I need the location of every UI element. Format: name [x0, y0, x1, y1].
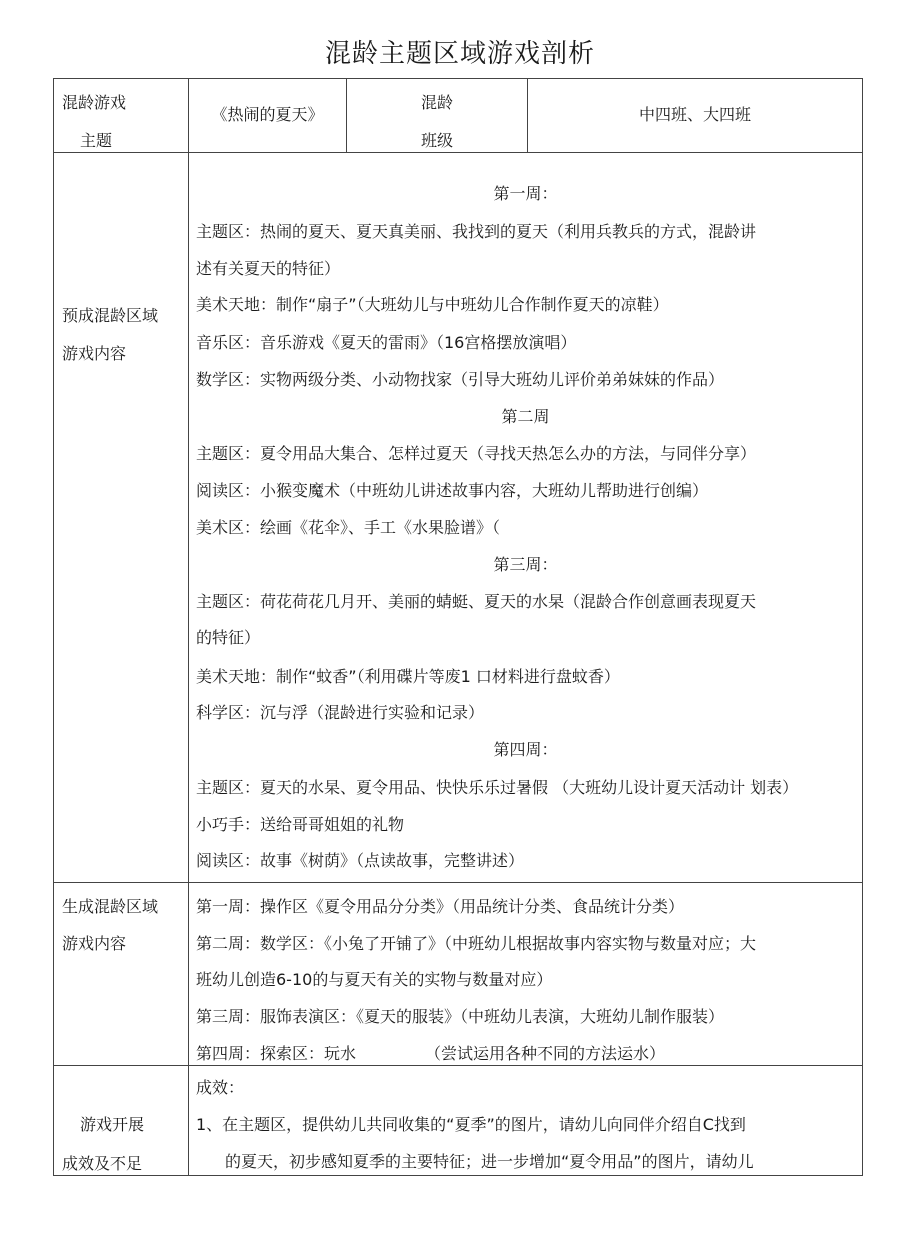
- week-heading: 第四周：: [493, 740, 558, 759]
- class-label: 班级: [420, 131, 453, 150]
- theme-label: 混龄游戏: [62, 93, 127, 112]
- table-border-right: [862, 78, 863, 1176]
- content-line: 班幼儿创造6-10的与夏天有关的实物与数量对应）: [196, 970, 553, 989]
- content-line: 阅读区：故事《树荫》（点读故事，完整讲述）: [196, 851, 525, 870]
- outcome-label: 游戏开展: [80, 1115, 145, 1134]
- content-line: 美术天地：制作“扇子”（大班幼儿与中班幼儿合作制作夏天的凉鞋）: [196, 295, 669, 314]
- theme-label: 主题: [80, 131, 113, 150]
- column-divider: [188, 78, 189, 1176]
- row-divider: [53, 1065, 863, 1066]
- content-line: 美术天地：制作“蚊香”（利用碟片等废1 口材料进行盘蚊香）: [196, 667, 620, 686]
- analysis-table: [53, 78, 863, 1176]
- theme-value: 《热闹的夏天》: [211, 105, 324, 124]
- content-line: 1、在主题区，提供幼儿共同收集的“夏季”的图片，请幼儿向同伴介绍自C找到: [196, 1115, 746, 1134]
- content-line: 主题区：荷花荷花几月开、美丽的蜻蜓、夏天的水杲（混龄合作创意画表现夏天: [196, 592, 757, 611]
- content-line: （尝试运用各种不同的方法运水）: [425, 1044, 666, 1063]
- table-border-left: [53, 78, 54, 1176]
- content-line: 第三周：服饰表演区：《夏天的服装》（中班幼儿表演，大班幼儿制作服装）: [196, 1007, 725, 1026]
- table-border-top: [53, 78, 863, 79]
- preset-label: 游戏内容: [62, 344, 127, 363]
- content-line: 的夏天，初步感知夏季的主要特征；进一步增加“夏令用品”的图片，请幼儿: [225, 1152, 754, 1171]
- content-line: 第四周：探索区：玩水: [196, 1044, 357, 1063]
- content-line: 主题区：夏令用品大集合、怎样过夏天（寻找天热怎么办的方法，与同伴分享）: [196, 444, 757, 463]
- page-title: 混龄主题区域游戏剖析: [324, 39, 595, 69]
- class-label: 混龄: [420, 93, 453, 112]
- content-line: 的特征）: [196, 628, 261, 647]
- content-line: 科学区：沉与浮（混龄进行实验和记录）: [196, 703, 485, 722]
- outcome-label: 成效及不足: [62, 1154, 143, 1173]
- generated-label: 游戏内容: [62, 934, 127, 953]
- content-line: 数学区：实物两级分类、小动物找家（引导大班幼儿评价弟弟妹妹的作品）: [196, 370, 725, 389]
- class-value: 中四班、大四班: [638, 105, 751, 124]
- content-line: 小巧手：送给哥哥姐姐的礼物: [196, 815, 405, 834]
- row-divider: [53, 152, 863, 153]
- week-heading: 第一周：: [493, 184, 558, 203]
- generated-label: 生成混龄区域: [62, 897, 159, 916]
- row-divider: [53, 882, 863, 883]
- content-line: 阅读区：小猴变魔术（中班幼儿讲述故事内容，大班幼儿帮助进行创编）: [196, 481, 709, 500]
- content-line: 成效：: [196, 1078, 245, 1097]
- week-heading: 第二周: [501, 407, 550, 426]
- content-line: 美术区：绘画《花伞》、手工《水果脸谱》（: [196, 518, 501, 537]
- content-line: 第一周：操作区《夏令用品分分类》（用品统计分类、食品统计分类）: [196, 897, 685, 916]
- preset-label: 预成混龄区域: [62, 306, 159, 325]
- content-line: 音乐区：音乐游戏《夏天的雷雨》（16宫格摆放演唱）: [196, 333, 577, 352]
- content-line: 述有关夏天的特征）: [196, 259, 341, 278]
- content-line: 主题区：热闹的夏天、夏天真美丽、我找到的夏天（利用兵教兵的方式，混龄讲: [196, 222, 757, 241]
- table-border-bottom: [53, 1175, 863, 1176]
- content-line: 主题区：夏天的水杲、夏令用品、快快乐乐过暑假 （大班幼儿设计夏天活动计 划表）: [196, 778, 799, 797]
- content-line: 第二周：数学区：《小兔了开铺了》（中班幼儿根据故事内容实物与数量对应；大: [196, 934, 757, 953]
- week-heading: 第三周：: [493, 555, 558, 574]
